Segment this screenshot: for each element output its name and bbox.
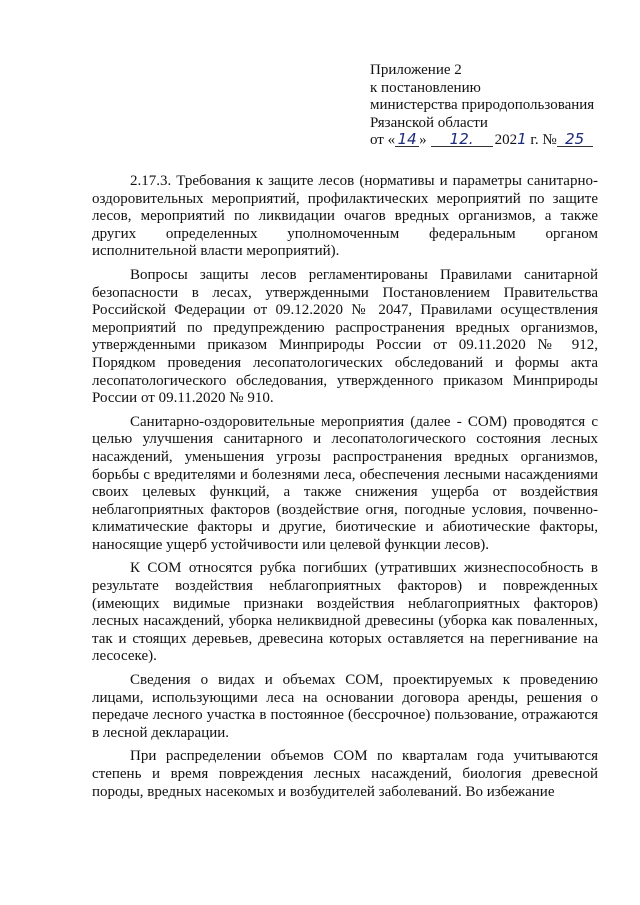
appendix-date-line	[370, 132, 620, 150]
handwritten-number: 25	[557, 132, 593, 147]
appendix-reference: к постановлению	[370, 79, 481, 96]
paragraph-regulations: Вопросы защиты лесов регламентированы Правилами санитарной безопасности в лесах, утвержденными Постановлением Правительства Российской Федерации от 09.12.2020 № 2047, Правилами осуществления мероприятий по предупреждению распространения вредных организмов, утвержденными приказом Минприроды России от 09.11.2020 № 912, Порядком проведения лесопатологических обследований и формы акта лесопатологического обследования, утвержденного приказом Минприроды России от 09.11.2020 № 910.	[92, 266, 598, 407]
date-prefix: от «	[370, 132, 396, 148]
appendix-title: Приложение 2	[370, 62, 462, 78]
date-year-suffix: г. №	[526, 132, 557, 148]
appendix-region: Рязанской области	[370, 114, 488, 131]
date-year-prefix: 202	[494, 132, 518, 148]
date-mid: »	[419, 132, 427, 148]
appendix-header	[370, 62, 620, 150]
paragraph-som-scope: К СОМ относятся рубка погибших (утративших жизнеспособность в результате воздействия неблагоприятных факторов) и поврежденных (имеющих видимые признаки воздействия неблагоприятных факторов) лесных насаждений, уборка неликвидной древесины (уборка как поваленных, так и стоящих деревьев, древесина которых оставляется на перегнивание на лесосеке).	[92, 560, 598, 665]
paragraph-som-declaration: Сведения о видах и объемах СОМ, проектируемых к проведению лицами, использующими леса на основании договора аренды, решения о передаче лесного участка в постоянное (бессрочное) пользование, отражаются в лесной декларации.	[92, 672, 598, 741]
handwritten-month: 12.	[431, 132, 493, 147]
paragraph-som-distribution: При распределении объемов СОМ по кварталам года учитываются степень и время повреждения лесных насаждений, биология древесной породы, вредных насекомых и возбудителей заболеваний. Во избежание	[92, 748, 598, 800]
handwritten-day: 14	[395, 132, 419, 147]
handwritten-year-digit: 1	[517, 130, 527, 148]
paragraph-som-definition: Санитарно-оздоровительные мероприятия (далее - СОМ) проводятся с целью улучшения санитарного и лесопатологического состояния лесных насаждений, уменьшения угрозы распространения вредных организмов, борьбы с вредителями и болезнями леса, обеспечения лесными насаждениями своих целевых функций, а также снижения ущерба от воздействия неблагоприятных факторов (воздействие огня, погодные условия, почвенно-климатические факторы и другие, биотические и абиотические факторы, наносящие ущерб устойчивости или целевой функции лесов).	[92, 413, 598, 553]
document-body	[92, 173, 598, 807]
appendix-ministry: министерства природопользования	[370, 97, 595, 113]
paragraph-section-title: 2.17.3. Требования к защите лесов (нормативы и параметры санитарно-оздоровительных мероприятий, профилактических мероприятий по защите лесов, мероприятий по ликвидации очагов вредных организмов, а также других определенных уполномоченным федеральным органом исполнительной власти мероприятий).	[92, 173, 598, 260]
